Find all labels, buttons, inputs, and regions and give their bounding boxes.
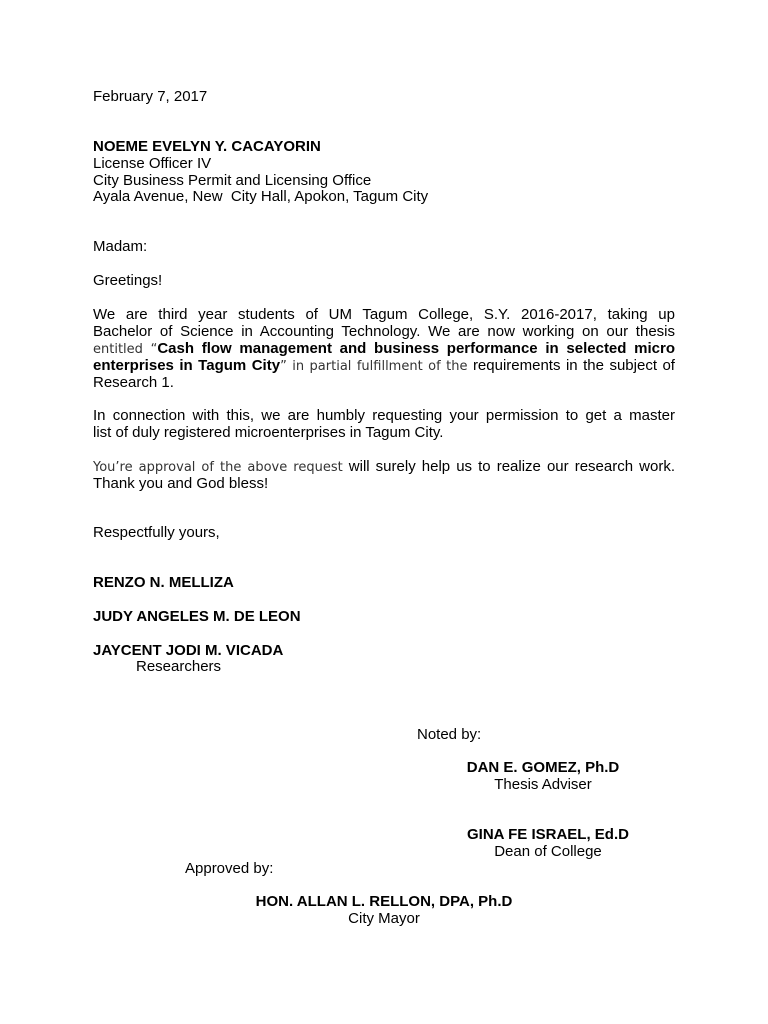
approval-text: You’re approval of the above request bbox=[93, 460, 343, 475]
body-paragraph-3 bbox=[93, 458, 675, 492]
thesis-title-part-2: enterprises in Tagum City bbox=[93, 357, 281, 374]
recipient-position: License Officer IV bbox=[93, 155, 212, 172]
adviser-title: Thesis Adviser bbox=[494, 776, 592, 793]
letter-date: February 7, 2017 bbox=[93, 88, 208, 105]
closing: Respectfully yours, bbox=[93, 524, 220, 541]
thesis-title-part-1: Cash flow management and business performance in selected micro bbox=[157, 340, 675, 357]
recipient-office: City Business Permit and Licensing Office bbox=[93, 172, 372, 189]
thesis-post-text: ” in partial fulfillment of the bbox=[280, 359, 468, 374]
paragraph-line bbox=[93, 458, 675, 475]
dean-name: GINA FE ISRAEL, Ed.D bbox=[467, 826, 629, 843]
researchers-role: Researchers bbox=[136, 658, 222, 675]
salutation: Madam: bbox=[93, 238, 148, 255]
researcher-name: JAYCENT JODI M. VICADA bbox=[93, 642, 284, 659]
recipient-name: NOEME EVELYN Y. CACAYORIN bbox=[93, 138, 321, 155]
adviser-name: DAN E. GOMEZ, Ph.D bbox=[466, 759, 620, 776]
paragraph-line: Bachelor of Science in Accounting Technology. We are now working on our thesis bbox=[93, 323, 675, 340]
mayor-name: HON. ALLAN L. RELLON, DPA, Ph.D bbox=[255, 893, 513, 910]
noted-by-label: Noted by: bbox=[417, 726, 482, 743]
paragraph-line: We are third year students of UM Tagum College, S.Y. 2016-2017, taking up bbox=[93, 306, 675, 323]
approved-by-label: Approved by: bbox=[185, 860, 274, 877]
approval-text-rest: will surely help us to realize our research work. bbox=[342, 458, 675, 475]
paragraph-line: Research 1. bbox=[93, 374, 174, 391]
paragraph-line bbox=[93, 340, 675, 357]
mayor-title: City Mayor bbox=[348, 910, 420, 927]
thesis-post-text-2: requirements in the subject of bbox=[467, 357, 675, 374]
body-paragraph-1 bbox=[93, 306, 675, 391]
paragraph-line: Thank you and God bless! bbox=[93, 475, 269, 492]
thesis-intro-text: entitled “ bbox=[93, 342, 158, 357]
paragraph-line bbox=[93, 357, 675, 374]
researcher-name: RENZO N. MELLIZA bbox=[93, 574, 234, 591]
researcher-name: JUDY ANGELES M. DE LEON bbox=[93, 608, 301, 625]
greeting: Greetings! bbox=[93, 272, 163, 289]
recipient-address: Ayala Avenue, New City Hall, Apokon, Tagum City bbox=[93, 188, 429, 205]
body-paragraph-2 bbox=[93, 407, 675, 441]
paragraph-line: list of duly registered microenterprises in Tagum City. bbox=[93, 424, 444, 441]
dean-title: Dean of College bbox=[494, 843, 602, 860]
paragraph-line: In connection with this, we are humbly requesting your permission to get a master bbox=[93, 407, 675, 424]
